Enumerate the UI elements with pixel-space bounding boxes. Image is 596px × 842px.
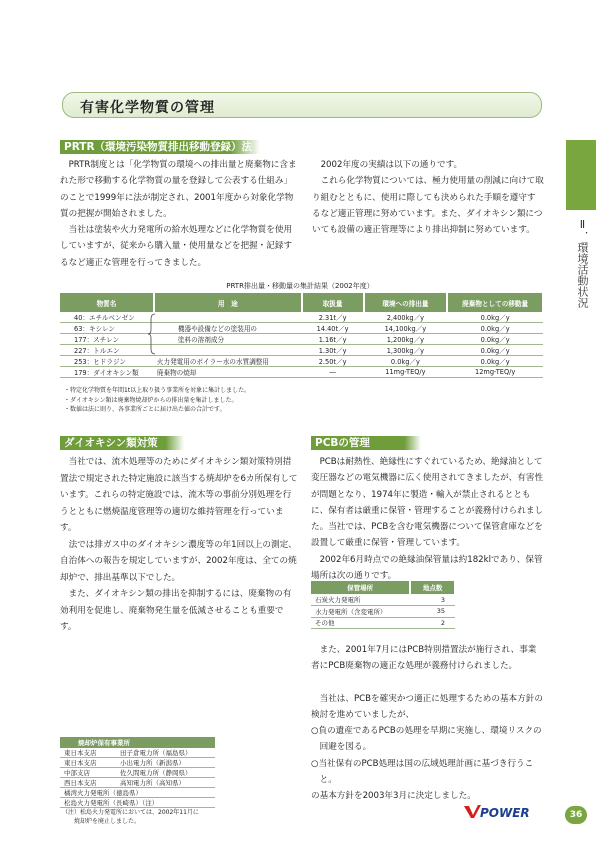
paragraph: これら化学物質については、極力使用量の削減に向けて取り組むとともに、使用に際しても決められた手順を遵守するなど適正管理に努めています。また、ダイオキシン類についても設備の適正管理等により排出抑制に努めています。 bbox=[312, 176, 544, 236]
incinerator-sites-table bbox=[60, 737, 215, 808]
table-row bbox=[60, 748, 215, 758]
table-cell: 小出電力所（新潟県） bbox=[116, 758, 215, 768]
list-item: ○当社保有のPCB処理は国の広域処理計画に基づき行うこと。 bbox=[311, 758, 534, 786]
table-cell bbox=[154, 312, 302, 323]
table-row bbox=[60, 323, 543, 334]
prtr-notes bbox=[64, 386, 250, 415]
paragraph: また、ダイオキシン類の排出を抑制するには、廃棄物の有効利用を促進し、廃棄物発生量を低減させることも重要です。 bbox=[60, 589, 292, 632]
list-item: ○負の遺産であるPCBの処理を早期に実施し、環境リスクの回避を図る。 bbox=[311, 726, 542, 753]
paragraph: 当社は、PCBを確実かつ適正に処理するための基本方針の検討を進めていましたが、 bbox=[311, 693, 543, 720]
prtr-table bbox=[60, 293, 544, 378]
table-cell: 火力発電用のボイラー水の水質調整用 bbox=[154, 356, 302, 367]
page-number: 36 bbox=[565, 806, 587, 824]
paragraph: 2002年6月時点での絶縁油保管量は約182klであり、保管場所は次の通りです。 bbox=[311, 554, 543, 582]
dioxin-header: ダイオキシン類対策 bbox=[60, 436, 184, 450]
table-cell: 佐久間電力所（静岡県） bbox=[116, 768, 215, 778]
table-cell: 機器や設備などの塗装用の bbox=[154, 323, 302, 334]
table-cell: ― bbox=[302, 367, 364, 378]
paragraph: PRTR制度とは「化学物質の環境への排出量と廃棄物に含まれた形で移動する化学物質の量を登録して公表する仕組み」のことで1999年に法が制定され、2001年度から対象化学物質の把握が開始されました。 bbox=[60, 160, 297, 219]
column-header: 取扱量 bbox=[302, 293, 364, 312]
table-header-row bbox=[60, 737, 215, 748]
table-cell: 2,400kg／y bbox=[364, 312, 448, 323]
table-cell: 40：エチルベンゼン bbox=[60, 312, 154, 323]
table-cell: 12mg-TEQ/y bbox=[447, 367, 543, 378]
paragraph: 法では排ガス中のダイオキシン濃度等の年1回以上の測定、自治体への報告を規定していますが、2002年度は、全ての焼却炉で、排出基準以下でした。 bbox=[60, 539, 297, 583]
table-cell: 西日本支店 bbox=[60, 778, 116, 788]
table-cell: 水力発電所（含変電所） bbox=[311, 606, 410, 618]
paragraph: 当社では、流木処理等のためにダイオキシン類対策特別措置法で規定された特定施設に該当する焼却炉を6カ所保有しています。これらの特定施設では、流木等の事前分別処理を行うとともに燃焼温度管理等の適切な維持管理を行っています。 bbox=[60, 457, 298, 533]
note-line: （注）松島火力発電所においては、2002年11月に bbox=[62, 809, 199, 816]
table-cell: 2.31t／y bbox=[302, 312, 364, 323]
table-row bbox=[311, 617, 455, 629]
table-cell: 0.0kg／y bbox=[447, 334, 543, 345]
table-row bbox=[60, 778, 215, 788]
note-line: 焼却炉を廃止しました。 bbox=[74, 818, 141, 825]
table-row bbox=[60, 345, 543, 356]
pcb-text-bottom bbox=[311, 642, 544, 805]
column-header: 廃棄物としての移動量 bbox=[447, 293, 543, 312]
table-header-row bbox=[60, 293, 543, 312]
pcb-header: PCBの管理 bbox=[311, 436, 421, 450]
table-cell: 1.30t／y bbox=[302, 345, 364, 356]
column-header: 用 途 bbox=[154, 293, 302, 312]
side-tab-label: Ⅱ．環境活動状況 bbox=[576, 218, 589, 308]
table-cell bbox=[154, 345, 302, 356]
table-row bbox=[60, 312, 543, 323]
table-cell: 田子倉電力所（福島県） bbox=[116, 748, 215, 758]
table-cell: 14.40t／y bbox=[302, 323, 364, 334]
table-cell: 0.0kg／y bbox=[447, 312, 543, 323]
note: ・ダイオキシン類は廃棄物焼却炉からの排出量を集計しました。 bbox=[64, 396, 238, 404]
incinerator-note bbox=[62, 808, 199, 826]
paragraph: PCBは耐熱性、絶縁性にすぐれているため、絶縁油として変圧器などの電気機器に広く使用されてきましたが、有害性が問題となり、1974年に製造・輸入が禁止されるとともに、保有者は厳重に保管・管理することが義務付けられました。当社では、PCBを含む電気機器について保管倉庫などを設置して厳重に保管・管理しています。 bbox=[311, 457, 544, 549]
table-row bbox=[60, 768, 215, 778]
table-row bbox=[60, 367, 543, 378]
table-cell: 中部支店 bbox=[60, 768, 116, 778]
column-header: 物質名 bbox=[60, 293, 154, 312]
note: ・特定化学物質を年間1t以上取り扱う事業所を対象に集計しました。 bbox=[64, 387, 251, 394]
table-cell: その他 bbox=[311, 617, 410, 629]
prtr-right-text bbox=[312, 157, 544, 238]
paragraph: 当社は塗装や火力発電所の給水処理などに化学物質を使用していますが、従来から購入量・使用量などを把握・記録するなど適正な管理を行ってきました。 bbox=[60, 225, 293, 268]
table-cell: 松島火力発電所（長崎県）（注） bbox=[60, 798, 215, 808]
prtr-left-text bbox=[60, 157, 298, 271]
section-title: 有害化学物質の管理 bbox=[80, 100, 215, 116]
table-cell: 東日本支店 bbox=[60, 748, 116, 758]
paragraph: の基本方針を2003年3月に決定しました。 bbox=[311, 791, 476, 802]
table-cell: 2.50t／y bbox=[302, 356, 364, 367]
table-row bbox=[60, 798, 215, 808]
table-row bbox=[60, 334, 543, 345]
pcb-text-top bbox=[311, 454, 544, 584]
table-cell: 1,200kg／y bbox=[364, 334, 448, 345]
paragraph: また、2001年7月にはPCB特別措置法が施行され、事業者にPCB廃棄物の適正な処理が義務付けられました。 bbox=[311, 645, 537, 672]
table-cell: 高知電力所（高知県） bbox=[116, 778, 215, 788]
table-cell: 0.0kg／y bbox=[447, 356, 543, 367]
column-header: 焼却炉保有事業所 bbox=[60, 737, 215, 748]
column-header: 環境への排出量 bbox=[364, 293, 448, 312]
table-cell: 東日本支店 bbox=[60, 758, 116, 768]
column-header: 保管場所 bbox=[311, 581, 410, 594]
company-logo: POWER bbox=[480, 806, 530, 820]
table-header-row bbox=[311, 581, 455, 594]
prtr-header: PRTR（環境汚染物質排出移動登録）法 bbox=[60, 140, 260, 154]
table-cell: 1.16t／y bbox=[302, 334, 364, 345]
table-row bbox=[60, 356, 543, 367]
table-cell: 廃棄物の焼却 bbox=[154, 367, 302, 378]
table-cell: 63：キシレン bbox=[60, 323, 154, 334]
table-cell: 14,100kg／y bbox=[364, 323, 448, 334]
table-cell: 塗料の溶剤成分 bbox=[154, 334, 302, 345]
table-cell: 3 bbox=[410, 594, 455, 606]
pcb-storage-table bbox=[311, 581, 456, 629]
table-cell: 石炭火力発電所 bbox=[311, 594, 410, 606]
table-row bbox=[311, 606, 455, 618]
table-cell: 177：スチレン bbox=[60, 334, 154, 345]
table-cell: 11mg-TEQ/y bbox=[364, 367, 448, 378]
table-cell: 1,300kg／y bbox=[364, 345, 448, 356]
table-row bbox=[311, 594, 455, 606]
table-cell: 0.0kg／y bbox=[364, 356, 448, 367]
brace-icon bbox=[147, 313, 157, 355]
table-row bbox=[60, 788, 215, 798]
table-cell: 橘湾火力発電所（徳島県） bbox=[60, 788, 215, 798]
prtr-table-title: PRTR排出量・移動量の集計結果（2002年度） bbox=[226, 282, 374, 290]
table-cell: 227：トルエン bbox=[60, 345, 154, 356]
table-cell: 179：ダイオキシン類 bbox=[60, 367, 154, 378]
table-cell: 0.0kg／y bbox=[447, 323, 543, 334]
table-cell: 35 bbox=[410, 606, 455, 618]
table-cell: 0.0kg／y bbox=[447, 345, 543, 356]
note: ・数値は法に則り、各事業所ごとに届け出た値の合計です。 bbox=[64, 406, 226, 413]
side-tab bbox=[566, 140, 596, 210]
table-cell: 2 bbox=[410, 617, 455, 629]
table-cell: 253：ヒドラジン bbox=[60, 356, 154, 367]
table-row bbox=[60, 758, 215, 768]
dioxin-text bbox=[60, 454, 298, 636]
paragraph: 2002年度の実績は以下の通りです。 bbox=[320, 160, 463, 170]
power-logo-icon bbox=[462, 803, 482, 819]
column-header: 地点数 bbox=[410, 581, 455, 594]
